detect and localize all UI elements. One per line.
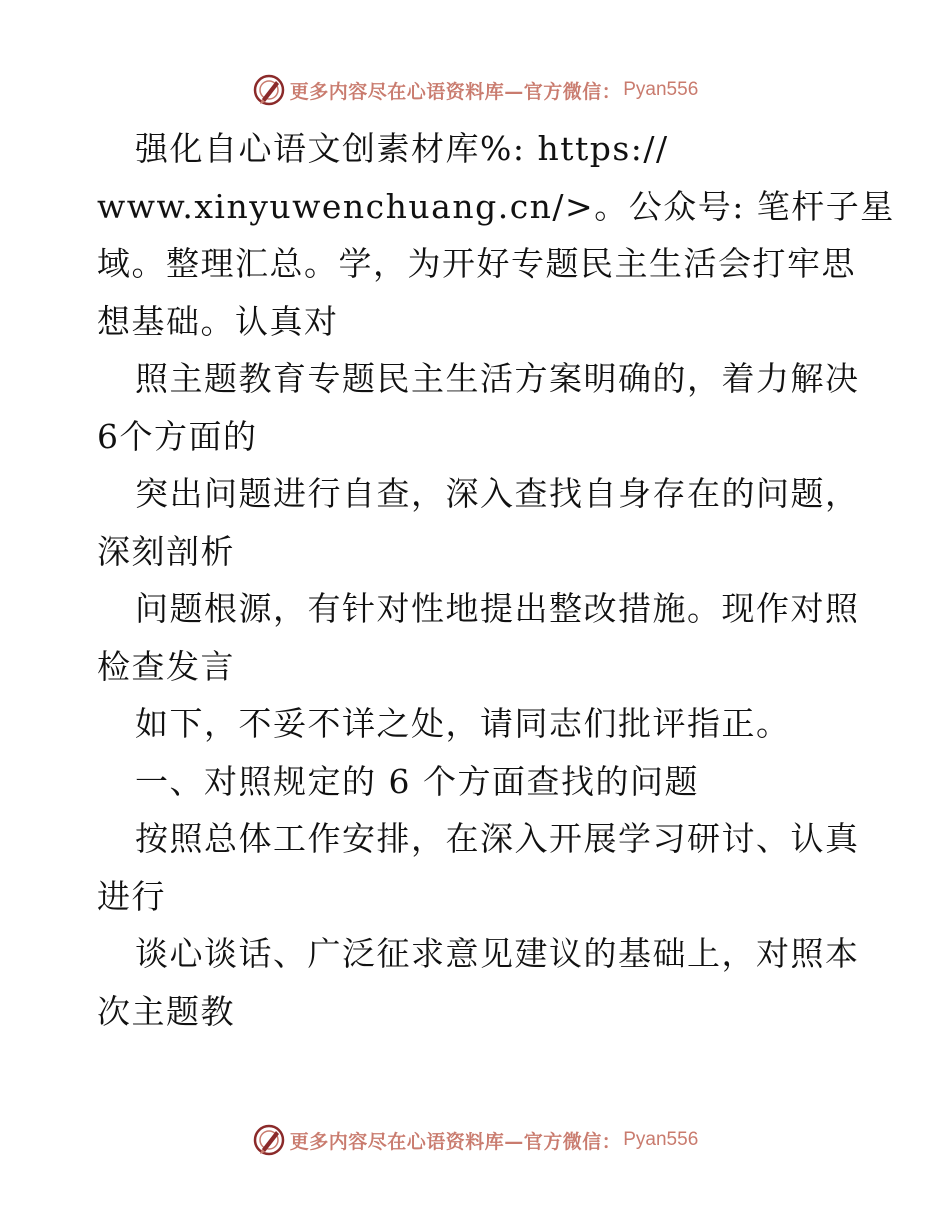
body-line: 强化自心语文创素材库%: https:// xyxy=(135,129,669,168)
body-line: 按照总体工作安排，在深入开展学习研讨、认真 xyxy=(135,819,860,858)
banner-text: 更多内容尽在心语资料库—官方微信： xyxy=(289,80,622,103)
body-line: 进行 xyxy=(97,876,166,916)
footer-banner xyxy=(0,1120,950,1160)
body-line: 谈心谈话、广泛征求意见建议的基础上，对照本 xyxy=(135,934,860,973)
body-line: 突出问题进行自查，深入查找自身存在的问题， xyxy=(135,474,860,513)
section-heading: 一、对照规定的 6 个方面查找的问题 xyxy=(135,761,699,801)
banner-wechat-id: Pyan556 xyxy=(623,1129,699,1150)
body-line: 问题根源，有针对性地提出整改措施。现作对照 xyxy=(135,589,860,628)
body-line: 次主题教 xyxy=(97,991,235,1031)
body-line: 深刻剖析 xyxy=(97,531,235,571)
pen-logo-icon xyxy=(252,1123,286,1157)
document-body xyxy=(97,120,895,1040)
pen-logo-icon xyxy=(252,73,286,107)
body-line: 6个方面的 xyxy=(97,416,258,456)
body-line: 想基础。认真对 xyxy=(97,301,339,341)
header-banner xyxy=(0,70,950,110)
body-line: www.xinyuwenchuang.cn/>。公众号: 笔杆子星 xyxy=(97,186,895,226)
body-line: 检查发言 xyxy=(97,646,235,686)
banner-text: 更多内容尽在心语资料库—官方微信： xyxy=(289,1130,622,1153)
body-line: 域。整理汇总。学，为开好专题民主生活会打牢思 xyxy=(97,244,856,283)
banner-wechat-id: Pyan556 xyxy=(623,79,699,100)
body-line: 照主题教育专题民主生活方案明确的，着力解决 xyxy=(135,359,860,398)
body-line: 如下，不妥不详之处，请同志们批评指正。 xyxy=(135,704,791,743)
